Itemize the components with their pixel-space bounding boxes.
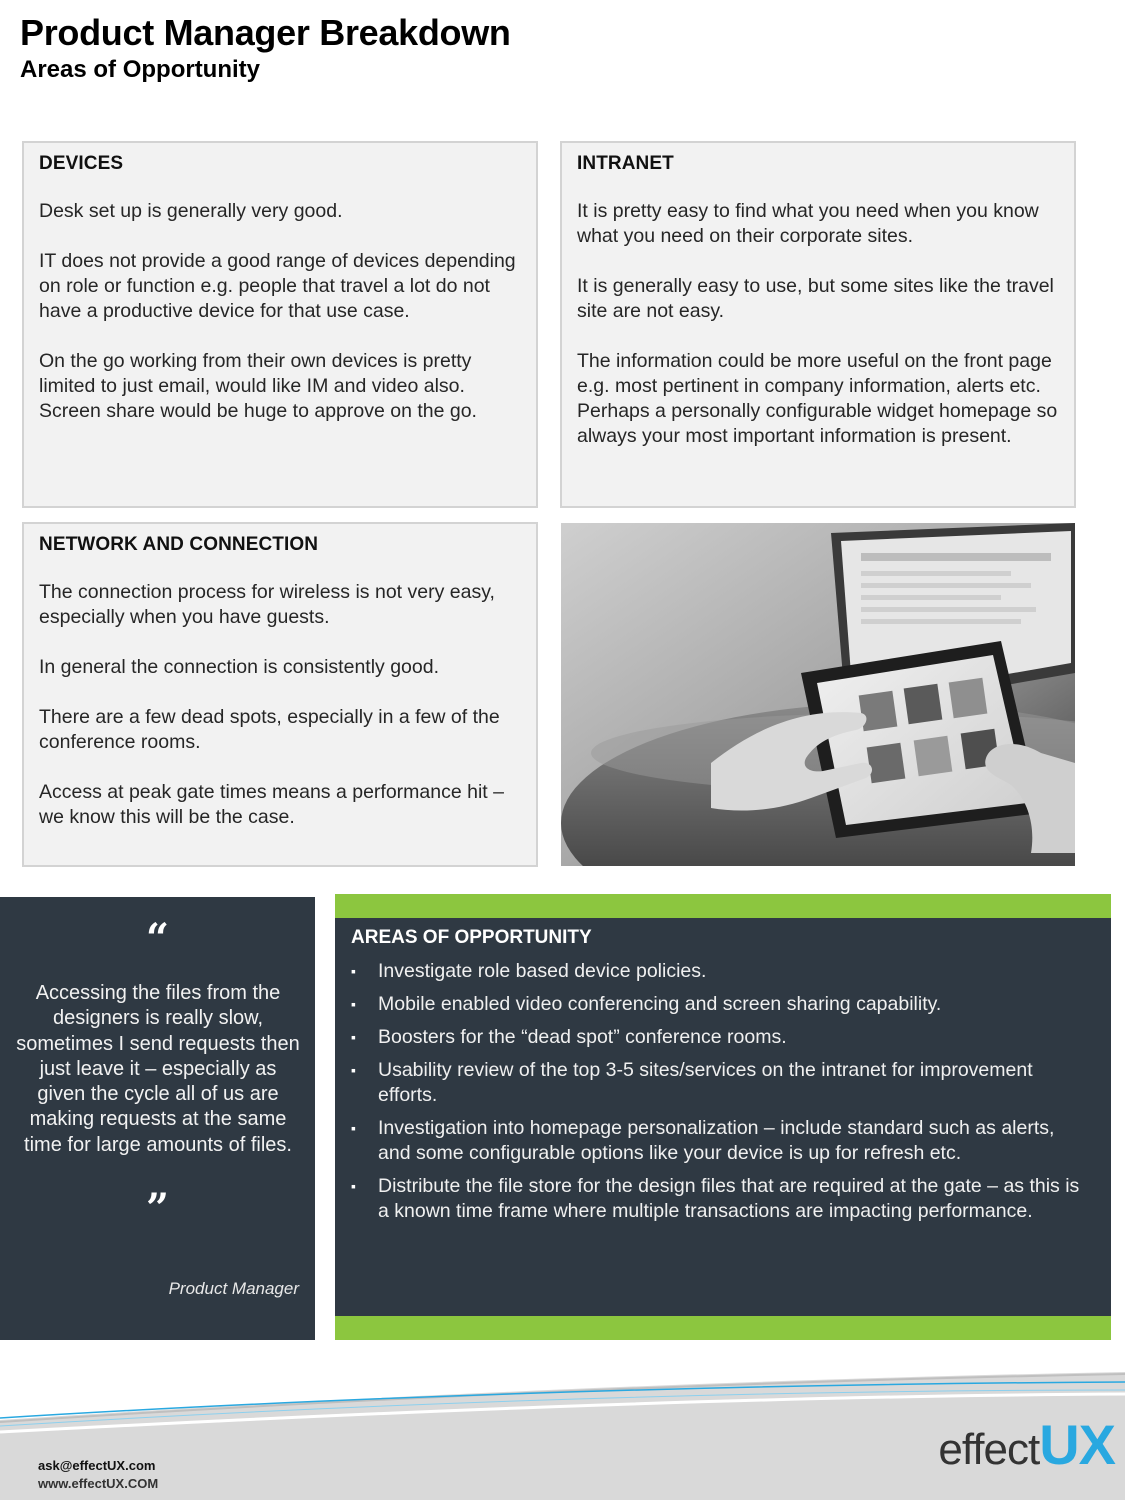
network-paragraph-2: In general the connection is consistently good. xyxy=(39,656,440,678)
intranet-panel xyxy=(560,141,1076,508)
footer-website-link[interactable]: www.effectUX.COM xyxy=(38,1476,159,1491)
opportunity-box xyxy=(335,894,1111,1340)
opportunity-item-4 xyxy=(351,1058,1091,1108)
opportunity-item-text: Investigate role based device policies. xyxy=(378,960,707,982)
opportunity-list xyxy=(351,959,1091,1232)
intranet-heading: INTRANET xyxy=(577,153,674,174)
quote-box xyxy=(0,897,315,1340)
devices-paragraph-1: Desk set up is generally very good. xyxy=(39,200,343,222)
devices-paragraph-2: IT does not provide a good range of devices depending on role or function e.g. people that travel a lot do not have a productive device for that use case. xyxy=(39,250,516,322)
bullet-icon: ▪ xyxy=(351,996,356,1012)
opportunity-item-text: Usability review of the top 3-5 sites/services on the intranet for improvement efforts. xyxy=(378,1059,1033,1106)
opportunity-item-text: Boosters for the “dead spot” conference rooms. xyxy=(378,1026,787,1048)
opportunity-item-text: Mobile enabled video conferencing and screen sharing capability. xyxy=(378,993,942,1015)
opportunity-top-bar xyxy=(335,894,1111,918)
network-paragraph-4: Access at peak gate times means a performance hit – we know this will be the case. xyxy=(39,781,504,828)
devices-heading: DEVICES xyxy=(39,153,124,174)
tablet-photo-illustration xyxy=(561,523,1075,866)
logo-text-ux: UX xyxy=(1039,1413,1115,1476)
logo-text-effect: effect xyxy=(938,1425,1040,1474)
footer-email-link[interactable]: ask@effectUX.com xyxy=(38,1458,156,1473)
bullet-icon: ▪ xyxy=(351,1120,356,1136)
intranet-paragraph-1: It is pretty easy to find what you need when you know what you need on their corporate sites. xyxy=(577,200,1039,247)
page-subtitle: Areas of Opportunity xyxy=(20,56,261,83)
opportunity-item-1 xyxy=(351,959,1091,984)
devices-panel xyxy=(22,141,538,508)
quote-text: Accessing the files from the designers is really slow, sometimes I send requests then just leave it – especially as given the cycle all of us are making requests at the same time for large amounts of files. xyxy=(16,982,300,1156)
quote-author: Product Manager xyxy=(168,1279,299,1298)
network-paragraph-3: There are a few dead spots, especially in a few of the conference rooms. xyxy=(39,706,500,753)
bullet-icon: ▪ xyxy=(351,963,356,979)
bullet-icon: ▪ xyxy=(351,1029,356,1045)
opportunity-item-5 xyxy=(351,1116,1091,1166)
close-quote-icon: ” xyxy=(145,1185,169,1232)
intranet-paragraph-2: It is generally easy to use, but some sites like the travel site are not easy. xyxy=(577,275,1054,322)
network-heading: NETWORK AND CONNECTION xyxy=(39,534,319,555)
opportunity-bottom-bar xyxy=(335,1316,1111,1340)
open-quote-icon: “ xyxy=(145,915,169,962)
opportunity-item-text: Distribute the file store for the design files that are required at the gate – as this is a known time frame where multiple transactions are impacting performance. xyxy=(378,1175,1080,1222)
opportunity-heading: AREAS OF OPPORTUNITY xyxy=(351,927,592,948)
opportunity-item-3 xyxy=(351,1025,1091,1050)
network-paragraph-1: The connection process for wireless is not very easy, especially when you have guests. xyxy=(39,581,495,628)
bullet-icon: ▪ xyxy=(351,1178,356,1194)
effectux-logo xyxy=(938,1412,1115,1477)
devices-paragraph-3: On the go working from their own devices is pretty limited to just email, would like IM and video also. Screen share would be huge to approve on the go. xyxy=(39,350,477,422)
page-title: Product Manager Breakdown xyxy=(20,12,511,53)
intranet-paragraph-3: The information could be more useful on the front page e.g. most pertinent in company information, alerts etc. Perhaps a personally configurable widget homepage so always your most important information is present. xyxy=(577,350,1058,447)
opportunity-item-6 xyxy=(351,1174,1091,1224)
bullet-icon: ▪ xyxy=(351,1062,356,1078)
network-panel xyxy=(22,522,538,867)
opportunity-item-text: Investigation into homepage personalization – include standard such as alerts, and some configurable options like your device is up for refresh etc. xyxy=(378,1117,1055,1164)
opportunity-item-2 xyxy=(351,992,1091,1017)
tablet-photo xyxy=(561,523,1075,866)
